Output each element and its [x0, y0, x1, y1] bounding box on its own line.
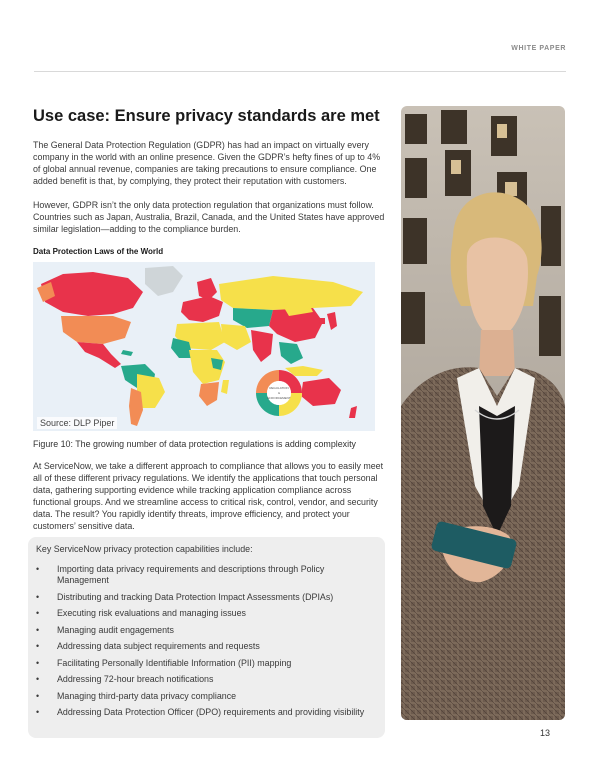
- intro-paragraph: The General Data Protection Regulation (GDPR) has had an impact on virtually every company in the world with an online presence. Given the GDPR’s hefty fines of up to 4% of global annual revenue, companies are taking precautions to ensure compliance. One added benefit is that, by complying, they protect their reputation with customers.: [33, 140, 381, 186]
- list-item: [36, 608, 375, 619]
- page-title: Use case: Ensure privacy standards are met: [33, 107, 380, 125]
- map-region-japan: [327, 312, 337, 330]
- document-type-label: WHITE PAPER: [511, 45, 566, 52]
- list-item-text: Addressing 72-hour breach notifications: [57, 674, 214, 684]
- list-item: [36, 641, 375, 652]
- list-item: [36, 691, 375, 702]
- regulation-paragraph: However, GDPR isn’t the only data protection regulation that organizations must follow. Countries such as Japan, Australia, Brazil, Canada, and the United States have approved similar legislation—adding to the compliance burden.: [33, 200, 385, 234]
- map-region-australia: [301, 378, 341, 406]
- map-region-new-zealand: [349, 406, 357, 418]
- photo-illustration: [401, 106, 565, 720]
- woman-with-phone-photo: [401, 106, 565, 720]
- bullet: •: [36, 707, 40, 717]
- page-number: 13: [539, 728, 550, 738]
- bullet: •: [36, 624, 40, 635]
- capabilities-intro: Key ServiceNow privacy protection capabilities include:: [36, 544, 253, 554]
- map-region-southeast-asia: [279, 342, 303, 364]
- map-region-canada: [41, 272, 143, 316]
- list-item-text: Facilitating Personally Identifiable Information (PII) mapping: [57, 657, 292, 668]
- legend-line-2: &: [277, 391, 281, 395]
- list-item-text: Managing audit engagements: [57, 624, 174, 635]
- bullet: •: [36, 591, 40, 602]
- list-item-text: Distributing and tracking Data Protection Impact Assessments (DPIAs): [57, 591, 334, 602]
- world-map-figure: [33, 262, 375, 431]
- bullet: •: [36, 674, 40, 684]
- map-region-madagascar: [221, 380, 229, 394]
- list-item: [36, 658, 375, 669]
- list-item-text: Addressing data subject requirements and requests: [57, 641, 260, 651]
- list-item-text: Managing third-party data privacy compliance: [57, 690, 237, 701]
- servicenow-paragraph: At ServiceNow, we take a different approach to compliance that allows you to easily meet all of these different privacy regulations. We identify the applications that touch personal data, gathering supporting evidence while tracking application compliance across functional groups. And we streamline access to critical risk, control, vendor, and security data. The result? You rapidly identify threats, improve efficiency, and protect your customers’ sensitive data.: [33, 461, 384, 531]
- map-region-scandinavia: [197, 278, 217, 300]
- list-item: [36, 564, 375, 586]
- bullet: •: [36, 641, 40, 651]
- list-item-text: Addressing Data Protection Officer (DPO) requirements and providing visibility: [57, 707, 365, 717]
- map-region-europe: [181, 296, 223, 322]
- map-region-korea: [319, 318, 325, 324]
- map-region-argentina: [129, 388, 143, 426]
- map-region-greenland: [145, 266, 183, 296]
- map-region-india: [251, 330, 273, 362]
- map-source: Source: DLP Piper: [37, 417, 117, 429]
- capabilities-box: [28, 537, 385, 738]
- list-item: [36, 674, 375, 685]
- figure-caption: Figure 10: The growing number of data protection regulations is adding complexity: [33, 439, 356, 449]
- map-region-middle-east: [221, 324, 251, 350]
- bullet: •: [36, 657, 40, 668]
- map-region-caribbean: [121, 350, 133, 356]
- map-region-south-africa: [199, 382, 219, 406]
- map-region-mexico: [77, 342, 121, 368]
- map-region-central-asia: [233, 308, 273, 328]
- list-item: [36, 592, 375, 603]
- world-map: [33, 262, 375, 431]
- header-divider: [34, 71, 566, 72]
- bullet: •: [36, 690, 40, 701]
- legend-line-3: ENFORCEMENT: [267, 396, 291, 400]
- bullet: •: [36, 564, 40, 574]
- map-region-russia: [219, 276, 363, 310]
- list-item: [36, 625, 375, 636]
- capabilities-list: [36, 564, 375, 718]
- list-item-text: Executing risk evaluations and managing issues: [57, 608, 246, 618]
- map-title: Data Protection Laws of the World: [33, 247, 164, 256]
- list-item: [36, 707, 375, 718]
- legend-line-1: REGULATION: [269, 386, 289, 390]
- legend-wheel: [256, 370, 302, 416]
- list-item-text: Importing data privacy requirements and descriptions through Policy Management: [57, 564, 325, 585]
- map-region-usa: [61, 316, 131, 344]
- main-column: [33, 106, 388, 544]
- bullet: •: [36, 608, 40, 618]
